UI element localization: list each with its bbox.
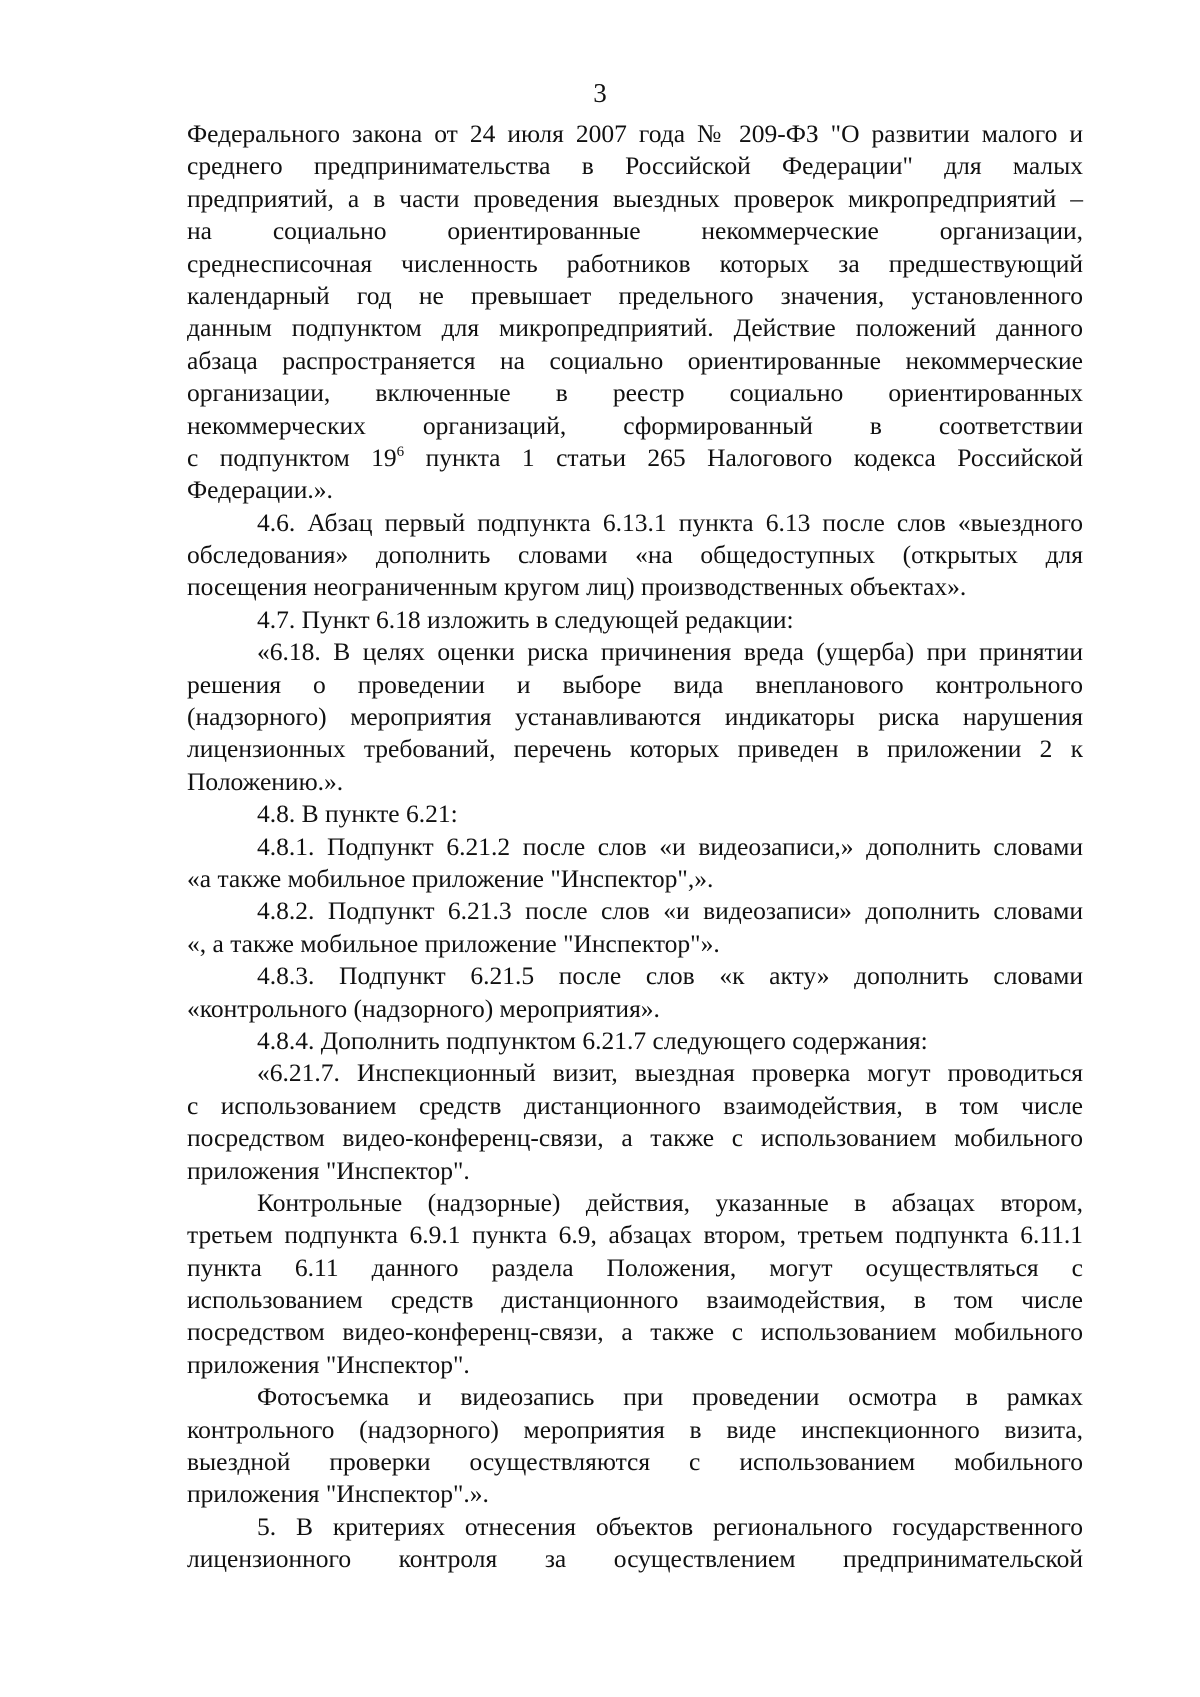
line-text: третьем подпункта 6.9.1 пункта 6.9, абзацах втором, третьем подпункта 6.11.1 bbox=[187, 1220, 1083, 1250]
text-line bbox=[187, 1155, 1083, 1187]
text-line bbox=[187, 733, 1083, 765]
line-text: 4.8.4. Дополнить подпунктом 6.21.7 следующего содержания: bbox=[257, 1025, 928, 1055]
line-text: Контрольные (надзорные) действия, указанные в абзацах втором, bbox=[257, 1187, 1083, 1217]
line-text: 4.8.3. Подпункт 6.21.5 после слов «к акту» дополнить словами bbox=[257, 961, 1083, 991]
line-text: контрольного (надзорного) мероприятия в виде инспекционного визита, bbox=[187, 1414, 1083, 1444]
text-line bbox=[187, 215, 1083, 247]
text-line bbox=[187, 150, 1083, 182]
line-text: Федерации.». bbox=[187, 475, 333, 505]
line-text: пункта 6.11 данного раздела Положения, могут осуществляться с bbox=[187, 1252, 1083, 1282]
line-text: абзаца распространяется на социально ориентированные некоммерческие bbox=[187, 345, 1083, 375]
text-line bbox=[187, 1414, 1083, 1446]
text-line bbox=[187, 701, 1083, 733]
line-text: среднего предпринимательства в Российской Федерации" для малых bbox=[187, 151, 1083, 181]
line-text: посещения неограниченным кругом лиц) производственных объектах». bbox=[187, 572, 967, 602]
text-line bbox=[187, 960, 1083, 992]
text-line bbox=[187, 377, 1083, 409]
text-line bbox=[187, 1122, 1083, 1154]
line-text: «, а также мобильное приложение "Инспектор"». bbox=[187, 928, 720, 958]
text-line bbox=[187, 280, 1083, 312]
text-line bbox=[187, 1090, 1083, 1122]
line-text: календарный год не превышает предельного значения, установленного bbox=[187, 280, 1083, 310]
line-text: некоммерческих организаций, сформированный в соответствии bbox=[187, 410, 1083, 440]
text-line bbox=[187, 248, 1083, 280]
text-line bbox=[187, 1025, 1083, 1057]
text-line bbox=[187, 636, 1083, 668]
line-text: обследования» дополнить словами «на общедоступных (открытых для bbox=[187, 540, 1083, 570]
text-line bbox=[187, 1252, 1083, 1284]
text-line bbox=[187, 539, 1083, 571]
line-text: «контрольного (надзорного) мероприятия». bbox=[187, 993, 660, 1023]
text-line bbox=[187, 410, 1083, 442]
text-line bbox=[187, 1316, 1083, 1348]
text-line bbox=[187, 442, 1083, 474]
line-text: организации, включенные в реестр социально ориентированных bbox=[187, 378, 1083, 408]
text-line bbox=[187, 474, 1083, 506]
line-text: с подпунктом 19 bbox=[187, 442, 397, 472]
text-line bbox=[187, 571, 1083, 603]
text-line bbox=[187, 604, 1083, 636]
text-line bbox=[187, 895, 1083, 927]
text-line bbox=[187, 118, 1083, 150]
line-text: «а также мобильное приложение "Инспектор",». bbox=[187, 863, 714, 893]
line-text: (надзорного) мероприятия устанавливаются индикаторы риска нарушения bbox=[187, 702, 1083, 732]
superscript: 6 bbox=[396, 443, 405, 460]
text-line bbox=[187, 766, 1083, 798]
line-text: 4.6. Абзац первый подпункта 6.13.1 пункта 6.13 после слов «выездного bbox=[257, 507, 1083, 537]
document-body bbox=[187, 118, 1083, 1576]
line-text: «6.21.7. Инспекционный визит, выездная проверка могут проводиться bbox=[257, 1058, 1083, 1088]
line-text-continued: пункта 1 статьи 265 Налогового кодекса Российской bbox=[404, 442, 1083, 472]
line-text: приложения "Инспектор". bbox=[187, 1349, 470, 1379]
line-text: использованием средств дистанционного взаимодействия, в том числе bbox=[187, 1285, 1083, 1315]
line-text: 4.8. В пункте 6.21: bbox=[257, 799, 458, 829]
line-text: «6.18. В целях оценки риска причинения вреда (ущерба) при принятии bbox=[257, 637, 1083, 667]
text-line bbox=[187, 1219, 1083, 1251]
text-line bbox=[187, 1543, 1083, 1575]
text-line bbox=[187, 1381, 1083, 1413]
line-text: выездной проверки осуществляются с использованием мобильного bbox=[187, 1447, 1083, 1477]
text-line bbox=[187, 507, 1083, 539]
text-line bbox=[187, 1511, 1083, 1543]
line-text: Фотосъемка и видеозапись при проведении осмотра в рамках bbox=[257, 1382, 1083, 1412]
text-line bbox=[187, 1187, 1083, 1219]
line-text: посредством видео-конференц-связи, а также с использованием мобильного bbox=[187, 1123, 1083, 1153]
text-line bbox=[187, 1284, 1083, 1316]
line-text: Положению.». bbox=[187, 766, 344, 796]
line-text: 5. В критериях отнесения объектов регионального государственного bbox=[257, 1511, 1083, 1541]
text-line bbox=[187, 1446, 1083, 1478]
text-line bbox=[187, 312, 1083, 344]
text-line bbox=[187, 1349, 1083, 1381]
text-line bbox=[187, 831, 1083, 863]
line-text: посредством видео-конференц-связи, а также с использованием мобильного bbox=[187, 1317, 1083, 1347]
line-text: лицензионных требований, перечень которых приведен в приложении 2 к bbox=[187, 734, 1083, 764]
line-text: среднесписочная численность работников которых за предшествующий bbox=[187, 248, 1083, 278]
line-text: приложения "Инспектор". bbox=[187, 1155, 470, 1185]
line-text: предприятий, а в части проведения выездных проверок микропредприятий – bbox=[187, 183, 1083, 213]
text-line bbox=[187, 993, 1083, 1025]
line-text: Федерального закона от 24 июля 2007 года № 209-ФЗ "О развитии малого и bbox=[187, 119, 1083, 148]
line-text: 4.8.2. Подпункт 6.21.3 после слов «и видеозаписи» дополнить словами bbox=[257, 896, 1083, 926]
line-text: решения о проведении и выборе вида внепланового контрольного bbox=[187, 669, 1083, 699]
text-line bbox=[187, 1478, 1083, 1510]
line-text: 4.7. Пункт 6.18 изложить в следующей редакции: bbox=[257, 604, 794, 634]
page-number: 3 bbox=[593, 78, 607, 108]
text-line bbox=[187, 928, 1083, 960]
text-line bbox=[187, 798, 1083, 830]
line-text: данным подпунктом для микропредприятий. Действие положений данного bbox=[187, 313, 1083, 343]
line-text: 4.8.1. Подпункт 6.21.2 после слов «и видеозаписи,» дополнить словами bbox=[257, 831, 1083, 861]
text-line bbox=[187, 669, 1083, 701]
text-line bbox=[187, 345, 1083, 377]
line-text: на социально ориентированные некоммерческие организации, bbox=[187, 216, 1083, 246]
text-line bbox=[187, 183, 1083, 215]
line-text: лицензионного контроля за осуществлением предпринимательской bbox=[187, 1544, 1083, 1574]
text-line bbox=[187, 1057, 1083, 1089]
text-line bbox=[187, 863, 1083, 895]
line-text: с использованием средств дистанционного взаимодействия, в том числе bbox=[187, 1090, 1083, 1120]
line-text: приложения "Инспектор".». bbox=[187, 1479, 489, 1509]
